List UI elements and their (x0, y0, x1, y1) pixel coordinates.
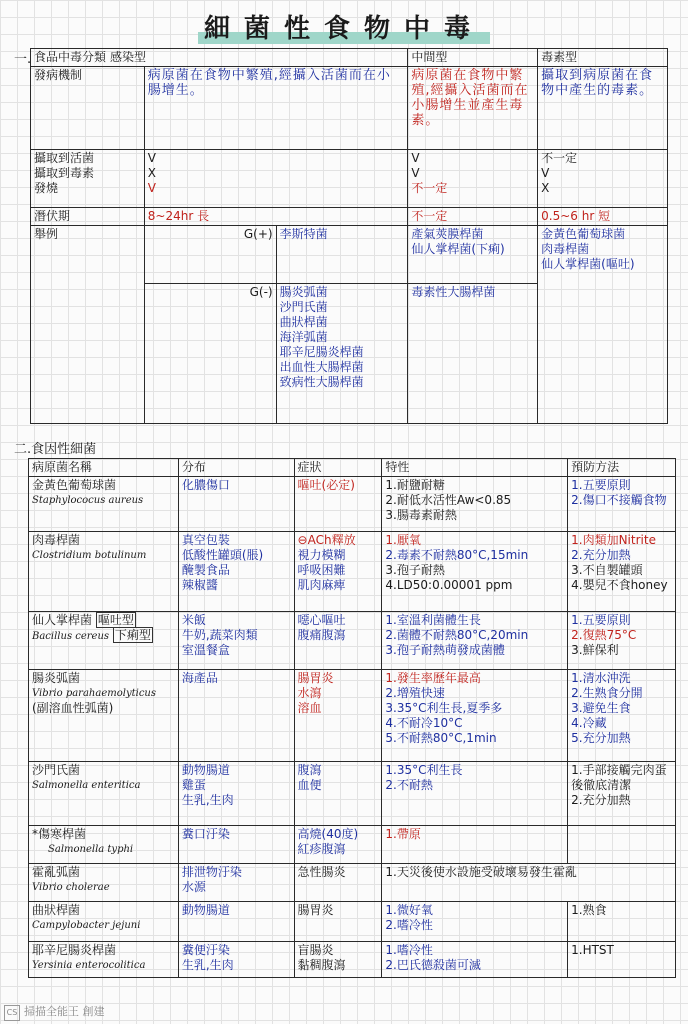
bacteria-name: 耶辛尼腸炎桿菌 Yersinia enterocolitica (29, 942, 179, 978)
symptoms: 腹瀉 血便 (294, 762, 382, 826)
prevention: 1.五要原則 2.復熱75°C 3.鮮保利 (568, 612, 676, 670)
traits: 1.帶原 (382, 826, 568, 864)
section1-header (31, 49, 668, 67)
table-row (29, 942, 676, 978)
traits: 1.厭氧 2.毒素不耐熱80°C,15min 3.孢子耐熱 4.LD50:0.00001 ppm (382, 532, 568, 612)
examples-gpos-row (31, 226, 668, 284)
symptoms: 腸胃炎 (294, 902, 382, 942)
distribution: 糞口汙染 (178, 826, 294, 864)
mechanism-intermediate: 病原菌在食物中繁殖,經攝入活菌而在小腸增生並產生毒素。 (408, 67, 538, 150)
bacteria-name: 仙人掌桿菌 嘔吐型 Bacillus cereus 下痢型 (29, 612, 179, 670)
scanner-watermark: CS 掃描全能王 創建 (4, 1003, 105, 1021)
incubation-toxin: 0.5~6 hr 短 (538, 208, 668, 226)
bacteria-name: 肉毒桿菌 Clostridium botulinum (29, 532, 179, 612)
prevention: 1.熟食 (568, 902, 676, 942)
distribution: 真空包裝 低酸性罐頭(脹) 醃製食品 辣椒醬 (178, 532, 294, 612)
intermediate-gpos: 產氣莢膜桿菌 仙人掌桿菌(下痢) (408, 226, 538, 284)
incubation-infection: 8~24hr 長 (144, 208, 408, 226)
traits: 1.35°C利生長 2.不耐熱 (382, 762, 568, 826)
scanner-logo-icon: CS (4, 1005, 20, 1021)
header-intermediate: 中間型 (408, 49, 538, 67)
table-row (29, 762, 676, 826)
table-row (29, 864, 676, 902)
traits: 1.天災後使水設施受破壞易發生霍亂 (382, 864, 676, 902)
ingest-rows (31, 150, 668, 208)
symptoms: 盲腸炎 黏稠腹瀉 (294, 942, 382, 978)
mechanism-infection: 病原菌在食物中繁殖,經攝入活菌而在小腸增生。 (144, 67, 408, 150)
table-row (29, 477, 676, 532)
symptoms: 急性腸炎 (294, 864, 382, 902)
traits: 1.微好氧 2.嗜冷性 (382, 902, 568, 942)
bacteria-name: 腸炎弧菌 Vibrio parahaemolyticus (副溶血性弧菌) (29, 670, 179, 762)
table-row (29, 532, 676, 612)
traits: 1.耐鹽耐糖 2.耐低水活性Aw<0.85 3.腸毒素耐熱 (382, 477, 568, 532)
bacteria-name: 霍亂弧菌 Vibrio cholerae (29, 864, 179, 902)
ingest-labels: 攝取到活菌 攝取到毒素 發燒 (31, 150, 145, 208)
distribution: 排泄物汙染 水源 (178, 864, 294, 902)
infection-gpos: 李斯特菌 (276, 226, 408, 284)
prevention: 1.五要原則 2.傷口不接觸食物 (568, 477, 676, 532)
symptoms: ⊖ACh釋放 視力模糊 呼吸困難 肌肉麻痺 (294, 532, 382, 612)
section1-table (30, 48, 668, 424)
gneg-label: G(-) (144, 284, 276, 424)
table-row (29, 826, 676, 864)
gpos-label: G(+) (144, 226, 276, 284)
section2-header (29, 459, 676, 477)
mechanism-label: 發病機制 (31, 67, 145, 150)
symptoms: 噁心嘔吐 腹痛腹瀉 (294, 612, 382, 670)
col-header-name: 病原菌名稱 (29, 459, 179, 477)
distribution: 動物腸道 雞蛋 生乳,生肉 (178, 762, 294, 826)
incubation-label: 潛伏期 (31, 208, 145, 226)
section1-number: 一. (14, 52, 32, 67)
toxin-gpos: 金黃色葡萄球菌 肉毒桿菌 仙人掌桿菌(嘔吐) (538, 226, 668, 424)
incubation-intermediate: 不一定 (408, 208, 538, 226)
header-category: 食品中毒分類 感染型 (31, 49, 408, 67)
distribution: 動物腸道 (178, 902, 294, 942)
distribution: 糞便汙染 生乳,生肉 (178, 942, 294, 978)
header-toxin: 毒素型 (538, 49, 668, 67)
distribution: 化膿傷口 (178, 477, 294, 532)
distribution: 米飯 牛奶,蔬菜肉類 室溫餐盒 (178, 612, 294, 670)
page-title: 細菌性食物中毒 (0, 8, 688, 45)
col-header-prevention: 預防方法 (568, 459, 676, 477)
table-row (29, 670, 676, 762)
traits: 1.嗜冷性 2.巴氏德殺菌可滅 (382, 942, 568, 978)
col-header-traits: 特性 (382, 459, 568, 477)
col-header-symptoms: 症狀 (294, 459, 382, 477)
prevention (568, 826, 676, 864)
infection-gneg: 腸炎弧菌 沙門氏菌 曲狀桿菌 海洋弧菌 耶辛尼腸炎桿菌 出血性大腸桿菌 致病性大腸桿菌 (276, 284, 408, 424)
prevention: 1.肉類加Nitrite 2.充分加熱 3.不自製罐頭 4.嬰兒不食honey (568, 532, 676, 612)
mechanism-row (31, 67, 668, 150)
ingest-toxin: 不一定 V X (538, 150, 668, 208)
prevention: 1.HTST (568, 942, 676, 978)
section2-title: 二.食因性細菌 (14, 442, 97, 457)
col-header-distribution: 分布 (178, 459, 294, 477)
mechanism-toxin: 攝取到病原菌在食物中產生的毒素。 (538, 67, 668, 150)
examples-label: 舉例 (31, 226, 145, 424)
ingest-intermediate: V V 不一定 (408, 150, 538, 208)
symptoms: 腸胃炎 水瀉 溶血 (294, 670, 382, 762)
intermediate-gneg: 毒素性大腸桿菌 (408, 284, 538, 424)
bacteria-name: 金黃色葡萄球菌 Staphylococus aureus (29, 477, 179, 532)
traits: 1.室溫利菌體生長 2.菌體不耐熱80°C,20min 3.孢子耐熱萌發成菌體 (382, 612, 568, 670)
symptoms: 嘔吐(必定) (294, 477, 382, 532)
traits: 1.發生率歷年最高 2.增殖快速 3.35°C利生長,夏季多 4.不耐冷10°C 5.不耐熱80°C,1min (382, 670, 568, 762)
prevention: 1.手部接觸完肉蛋後徹底清潔 2.充分加熱 (568, 762, 676, 826)
bacteria-name: 沙門氏菌 Salmonella enteritica (29, 762, 179, 826)
section2-table (28, 458, 676, 978)
incubation-row (31, 208, 668, 226)
prevention: 1.清水沖洗 2.生熟食分開 3.避免生食 4.冷藏 5.充分加熱 (568, 670, 676, 762)
bacteria-name: *傷寒桿菌 Salmonella typhi (29, 826, 179, 864)
bacteria-name: 曲狀桿菌 Campylobacter jejuni (29, 902, 179, 942)
ingest-infection: V X V (144, 150, 408, 208)
table-row (29, 902, 676, 942)
symptoms: 高燒(40度) 紅疹腹瀉 (294, 826, 382, 864)
table-row (29, 612, 676, 670)
distribution: 海產品 (178, 670, 294, 762)
